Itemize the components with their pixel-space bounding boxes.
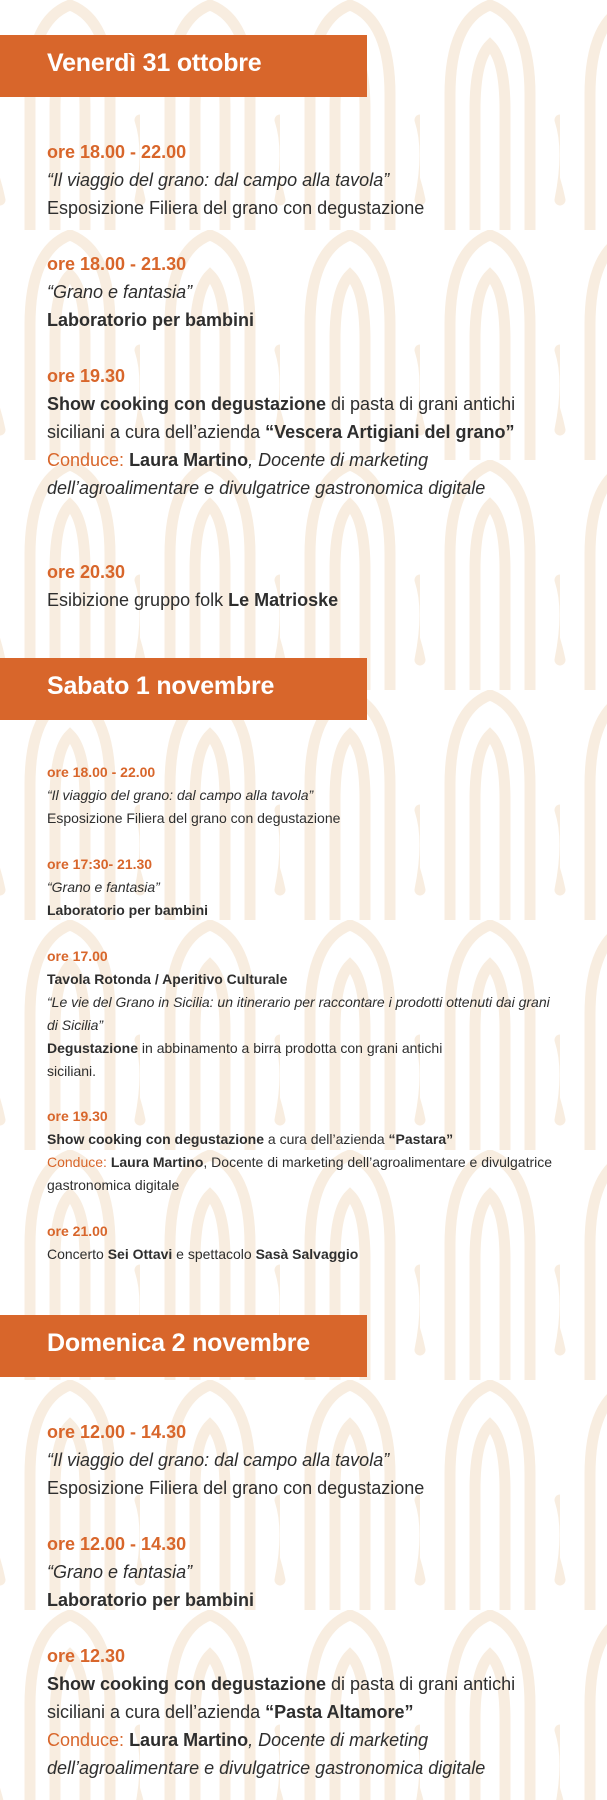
event-desc: Laboratorio per bambini xyxy=(47,1590,255,1610)
event-item xyxy=(47,945,552,1083)
show-cooking-title: Show cooking con degustazione xyxy=(47,394,327,414)
conduce-role: , Docente di marketing dell’agroalimentare e divulgatrice gastronomica digitale xyxy=(47,450,486,498)
event-quote: “Grano e fantasia” xyxy=(47,879,160,895)
show-cooking-title: Show cooking con degustazione xyxy=(47,1131,265,1147)
performer-name: Sei Ottavi xyxy=(107,1246,173,1262)
company-name: “Vescera Artigiani del grano” xyxy=(265,422,515,442)
event-time: ore 18.00 - 22.00 xyxy=(47,764,156,780)
event-time: ore 17.00 xyxy=(47,948,108,964)
show-cooking-text: a cura dell’azienda xyxy=(264,1131,389,1147)
conduce-name: Laura Martino xyxy=(124,450,249,470)
event-item xyxy=(47,761,567,830)
performer-name: Sasà Salvaggio xyxy=(255,1246,359,1262)
event-item xyxy=(47,558,567,614)
event-time: ore 12.30 xyxy=(47,1646,126,1666)
event-time: ore 19.30 xyxy=(47,1108,108,1124)
show-cooking-text: di pasta di grani antichi siciliani a cura dell’azienda xyxy=(47,1674,516,1722)
day-title: Sabato 1 novembre xyxy=(47,672,275,700)
event-desc: Esibizione gruppo folk Le Matrioske xyxy=(47,590,339,610)
event-time: ore 17:30- 21.30 xyxy=(47,856,153,872)
company-name: “Pastara” xyxy=(388,1131,454,1147)
conduce-role: , Docente di marketing dell’agroalimentare e divulgatrice gastronomica digitale xyxy=(47,1730,486,1778)
day-header-sabato xyxy=(0,658,367,720)
conduce-role: , Docente di marketing dell’agroalimentare e divulgatrice gastronomica digitale xyxy=(47,1154,553,1193)
event-desc: Laboratorio per bambini xyxy=(47,902,209,918)
event-item xyxy=(47,1530,567,1614)
event-quote: “Grano e fantasia” xyxy=(47,1562,193,1582)
event-time: ore 12.00 - 14.30 xyxy=(47,1534,187,1554)
event-item xyxy=(47,1220,567,1266)
event-item xyxy=(47,853,567,922)
event-item xyxy=(47,1418,567,1502)
conduce-label: Conduce: xyxy=(47,1154,107,1170)
event-desc: Esposizione Filiera del grano con degustazione xyxy=(47,198,425,218)
event-time: ore 12.00 - 14.30 xyxy=(47,1422,187,1442)
event-quote: “Il viaggio del grano: dal campo alla tavola” xyxy=(47,1450,390,1470)
day-title: Venerdì 31 ottobre xyxy=(47,49,262,77)
event-time: ore 18.00 - 22.00 xyxy=(47,142,187,162)
event-time: ore 20.30 xyxy=(47,562,126,582)
event-time: ore 18.00 - 21.30 xyxy=(47,254,187,274)
conduce-name: Laura Martino xyxy=(106,1154,204,1170)
event-item xyxy=(47,1642,567,1782)
event-quote: “Il viaggio del grano: dal campo alla tavola” xyxy=(47,787,314,803)
event-item xyxy=(47,250,567,334)
show-cooking-title: Show cooking con degustazione xyxy=(47,1674,327,1694)
event-title: Tavola Rotonda / Aperitivo Culturale xyxy=(47,971,288,987)
event-desc: Laboratorio per bambini xyxy=(47,310,255,330)
event-desc: Degustazione in abbinamento a birra prodotta con grani antichi siciliani. xyxy=(47,1040,443,1079)
event-conduce xyxy=(47,1726,567,1782)
event-item xyxy=(47,138,567,222)
event-conduce xyxy=(47,1151,562,1197)
event-desc: Concerto Sei Ottavi e spettacolo Sasà Salvaggio xyxy=(47,1246,359,1262)
conduce-label: Conduce: xyxy=(47,450,125,470)
event-quote: “Le vie del Grano in Sicilia: un itinerario per raccontare i prodotti ottenuti dai grani di Sicilia” xyxy=(47,994,550,1033)
event-time: ore 21.00 xyxy=(47,1223,108,1239)
performer-name: Le Matrioske xyxy=(228,590,339,610)
event-desc: Esposizione Filiera del grano con degustazione xyxy=(47,810,341,826)
event-item xyxy=(47,362,567,502)
event-time: ore 19.30 xyxy=(47,366,126,386)
event-show-cooking xyxy=(47,390,567,446)
show-cooking-text: di pasta di grani antichi siciliani a cura dell’azienda xyxy=(47,394,516,442)
event-quote: “Grano e fantasia” xyxy=(47,282,193,302)
event-show-cooking xyxy=(47,1670,567,1726)
day-header-domenica xyxy=(0,1315,367,1377)
company-name: “Pasta Altamore” xyxy=(265,1702,414,1722)
event-item xyxy=(47,1105,562,1197)
event-quote: “Il viaggio del grano: dal campo alla tavola” xyxy=(47,170,390,190)
conduce-name: Laura Martino xyxy=(124,1730,249,1750)
conduce-label: Conduce: xyxy=(47,1730,125,1750)
day-header-venerdi xyxy=(0,35,367,97)
day-title: Domenica 2 novembre xyxy=(47,1329,310,1357)
event-conduce xyxy=(47,446,567,502)
event-show-cooking xyxy=(47,1128,562,1151)
event-desc: Esposizione Filiera del grano con degustazione xyxy=(47,1478,425,1498)
